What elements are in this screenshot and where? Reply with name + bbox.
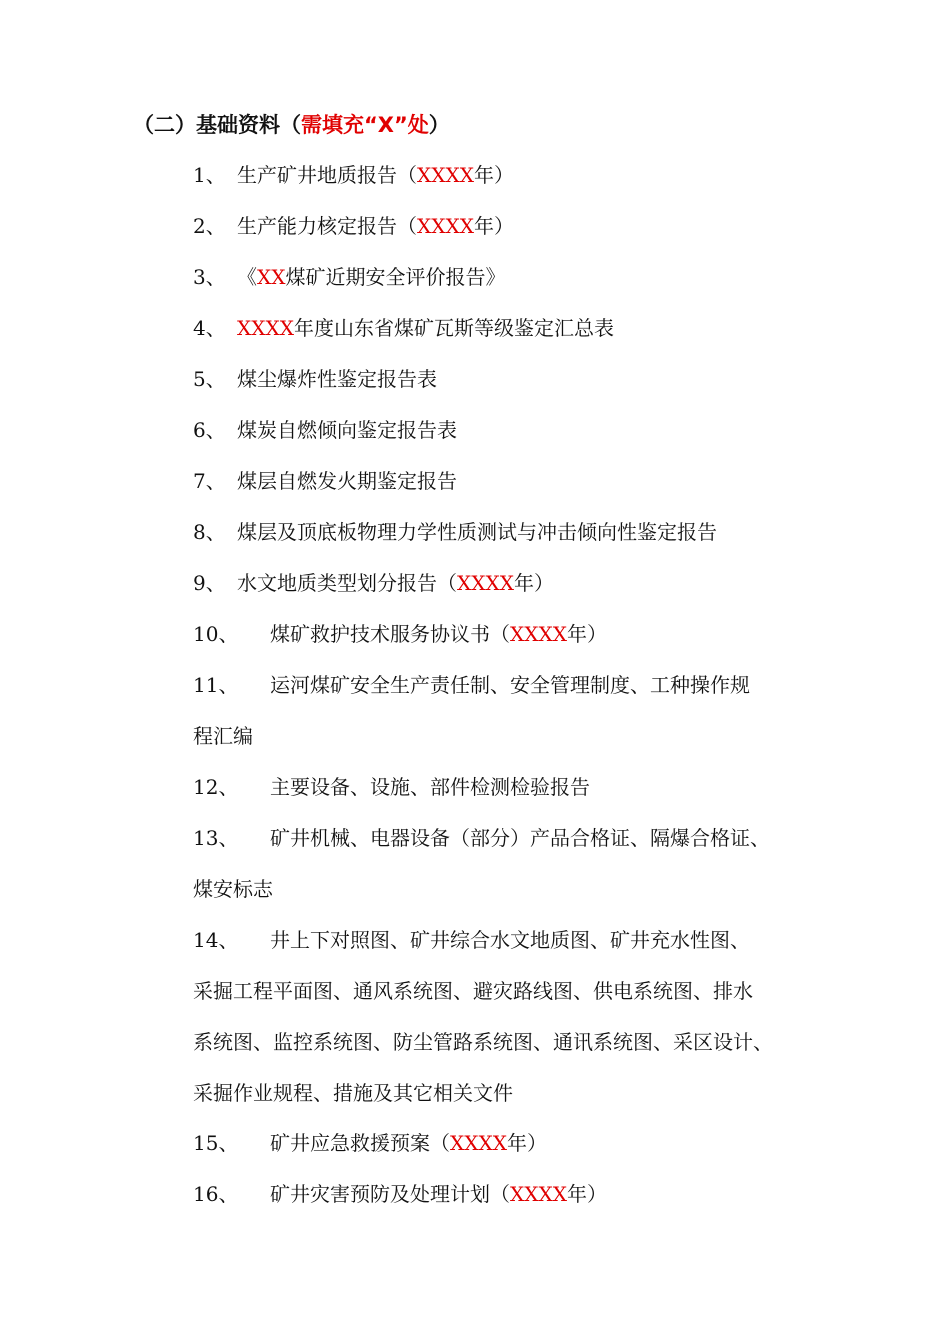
item-text: 煤尘爆炸性鉴定报告表 xyxy=(237,367,437,391)
item-text: 生产矿井地质报告（XXXX年） xyxy=(237,163,514,187)
item-number: 5、 xyxy=(193,367,226,391)
item-text: 矿井灾害预防及处理计划（XXXX年） xyxy=(270,1182,607,1206)
item-text: 煤矿救护技术服务协议书（XXXX年） xyxy=(270,622,607,646)
item-text-continued: 采掘工程平面图、通风系统图、避灾路线图、供电系统图、排水 xyxy=(193,979,753,1003)
item-number: 9、 xyxy=(193,571,226,595)
section-heading xyxy=(133,108,450,142)
item-text: XXXX年度山东省煤矿瓦斯等级鉴定汇总表 xyxy=(237,316,614,340)
item-text: 水文地质类型划分报告（XXXX年） xyxy=(237,571,554,595)
item-text: 生产能力核定报告（XXXX年） xyxy=(237,214,514,238)
item-number: 8、 xyxy=(193,520,226,544)
item-number: 4、 xyxy=(193,316,226,340)
item-number: 7、 xyxy=(193,469,226,493)
item-number: 3、 xyxy=(193,265,226,289)
item-number: 12、 xyxy=(193,775,239,799)
item-text: 主要设备、设施、部件检测检验报告 xyxy=(270,775,590,799)
item-text: 运河煤矿安全生产责任制、安全管理制度、工种操作规 xyxy=(270,673,750,697)
item-number: 16、 xyxy=(193,1182,239,1206)
item-number: 15、 xyxy=(193,1131,239,1155)
item-text-continued: 系统图、监控系统图、防尘管路系统图、通讯系统图、采区设计、 xyxy=(193,1030,773,1054)
item-text: 煤层自燃发火期鉴定报告 xyxy=(237,469,457,493)
item-number: 11、 xyxy=(193,673,239,697)
heading-suffix: ） xyxy=(428,113,450,137)
item-number: 2、 xyxy=(193,214,226,238)
item-number: 10、 xyxy=(193,622,239,646)
item-text: 煤炭自燃倾向鉴定报告表 xyxy=(237,418,457,442)
item-text-continued: 煤安标志 xyxy=(193,877,273,901)
item-number: 14、 xyxy=(193,928,239,952)
item-text: 《XX煤矿近期安全评价报告》 xyxy=(237,265,506,289)
item-text-continued: 采掘作业规程、措施及其它相关文件 xyxy=(193,1081,513,1105)
item-number: 1、 xyxy=(193,163,226,187)
item-text: 煤层及顶底板物理力学性质测试与冲击倾向性鉴定报告 xyxy=(237,520,717,544)
item-text: 矿井机械、电器设备（部分）产品合格证、隔爆合格证、 xyxy=(270,826,770,850)
item-text-continued: 程汇编 xyxy=(193,724,253,748)
heading-highlight: 需填充“X”处 xyxy=(301,113,429,137)
item-text: 井上下对照图、矿井综合水文地质图、矿井充水性图、 xyxy=(270,928,750,952)
item-number: 13、 xyxy=(193,826,239,850)
heading-prefix: （二）基础资料（ xyxy=(133,113,301,137)
item-text: 矿井应急救援预案（XXXX年） xyxy=(270,1131,547,1155)
item-number: 6、 xyxy=(193,418,226,442)
